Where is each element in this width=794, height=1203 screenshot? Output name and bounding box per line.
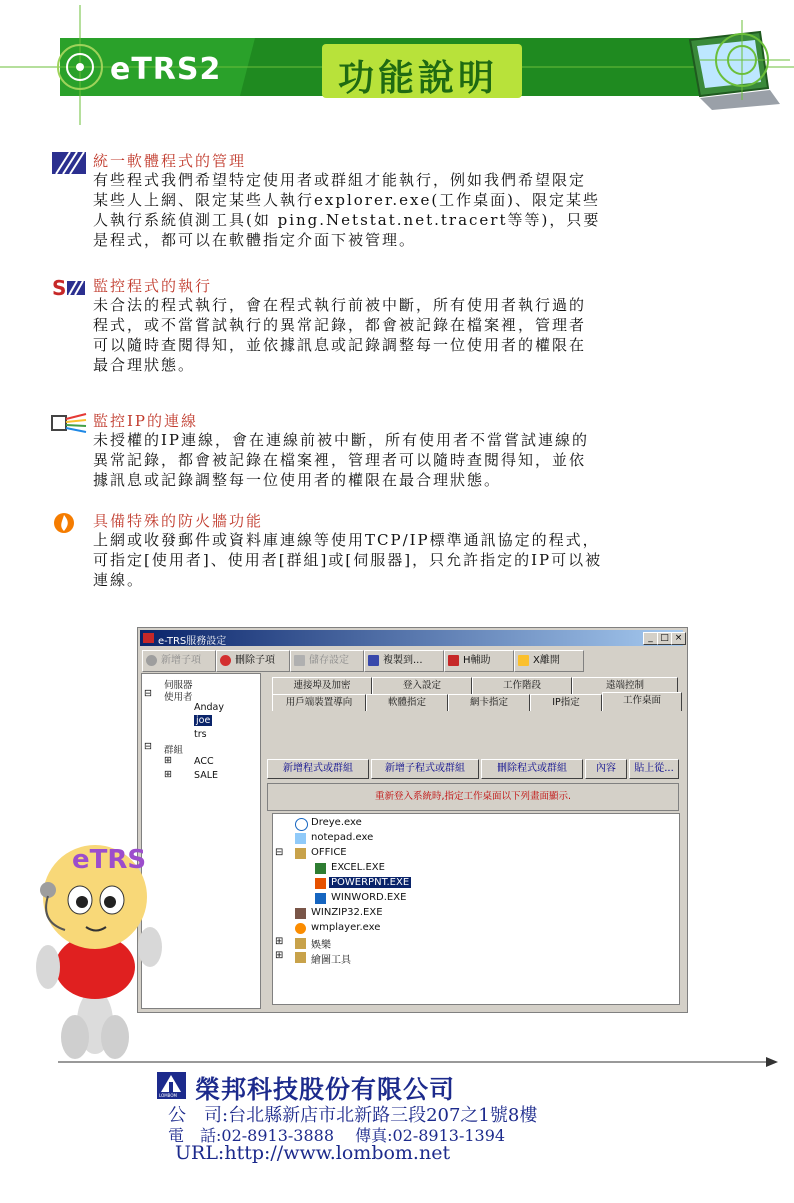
expand-icon[interactable]: ⊞ — [164, 769, 172, 780]
body-line: 程式，或不當嘗試執行的異常記錄，都會被記錄在檔案裡，管理者 — [93, 316, 587, 334]
file-item[interactable]: WINZIP32.EXE — [311, 907, 383, 918]
button-label: 新增子項 — [161, 655, 201, 666]
button-label: 複製到... — [383, 655, 423, 666]
tab-port-encryption[interactable]: 連接埠及加密 — [272, 677, 372, 694]
delete-program-button[interactable]: 刪除程式或群組 — [481, 759, 583, 779]
app-window — [137, 627, 688, 1013]
body-line: 最合理狀態。 — [93, 356, 196, 374]
body-line: 未授權的IP連線，會在連線前被中斷，所有使用者不當嘗試連線的 — [93, 431, 590, 449]
file-item[interactable]: WINWORD.EXE — [331, 892, 407, 903]
add-subprogram-button[interactable]: 新增子程式或群組 — [371, 759, 479, 779]
folder-item[interactable]: 繪圖工具 — [311, 955, 351, 966]
company-url[interactable]: URL:http://www.lombom.net — [175, 1142, 451, 1164]
excel-icon — [315, 863, 326, 874]
notepad-icon — [295, 833, 306, 844]
body-line: 上網或收發郵件或資料庫連線等使用TCP/IP標準通訊協定的程式， — [93, 531, 600, 549]
add-program-button[interactable]: 新增程式或群組 — [267, 759, 369, 779]
minimize-button[interactable]: _ — [643, 632, 658, 645]
body-line: 異常記錄，都會被記錄在檔案裡，管理者可以隨時查閱得知，並依 — [93, 451, 587, 469]
feature-section-firewall — [50, 510, 700, 590]
body-line: 人執行系統偵測工具(如 ping.Netstat.net.tracert等等)，只要 — [93, 211, 601, 229]
body-line: 某些人上網、限定某些人執行explorer.exe(工作桌面)、限定某些 — [93, 191, 601, 209]
app-icon — [143, 633, 154, 643]
monitor-program-icon — [50, 275, 88, 301]
body-line: 未合法的程式執行，會在程式執行前被中斷，所有使用者執行過的 — [93, 296, 587, 314]
button-label: 儲存設定 — [309, 655, 349, 666]
page-title: 功能說明 — [338, 58, 499, 99]
window-titlebar[interactable] — [140, 630, 683, 646]
tree-node-groups[interactable]: 群組 — [164, 745, 184, 756]
copy-icon — [368, 655, 379, 666]
file-item-selected[interactable]: POWERPNT.EXE — [331, 877, 410, 888]
copy-to-button[interactable] — [364, 650, 444, 672]
collapse-icon[interactable]: ⊟ — [275, 847, 284, 858]
maximize-button[interactable]: □ — [657, 632, 672, 645]
help-icon — [448, 655, 459, 666]
section-body — [93, 430, 693, 490]
section-title: 統一軟體程式的管理 — [93, 152, 247, 170]
expand-icon[interactable]: ⊞ — [275, 950, 284, 961]
body-line: 是程式，都可以在軟體指定介面下被管理。 — [93, 231, 417, 249]
tab-software[interactable]: 軟體指定 — [366, 694, 448, 711]
logo-text: LOMBOM — [159, 1093, 177, 1098]
file-item[interactable]: Dreye.exe — [311, 817, 362, 828]
tree-node-user-selected[interactable]: joe — [196, 715, 211, 726]
tab-ip[interactable]: IP指定 — [530, 694, 602, 711]
expand-icon[interactable]: ⊞ — [275, 936, 284, 947]
tab-login-settings[interactable]: 登入設定 — [372, 677, 472, 694]
close-button[interactable]: × — [671, 632, 686, 645]
folder-icon — [295, 938, 306, 949]
section-title: 具備特殊的防火牆功能 — [93, 512, 264, 530]
section-body — [93, 530, 693, 590]
exit-button[interactable] — [514, 650, 584, 672]
plus-icon — [146, 655, 157, 666]
network-cable-icon — [50, 410, 88, 436]
mascot-label: eTRS — [72, 845, 147, 875]
collapse-icon[interactable]: ⊟ — [144, 741, 152, 752]
tree-node-group[interactable]: ACC — [194, 756, 214, 767]
add-child-button[interactable] — [142, 650, 216, 672]
body-line: 連線。 — [93, 571, 145, 589]
tree-node-users[interactable]: 使用者 — [164, 692, 193, 703]
media-player-icon — [295, 923, 306, 934]
tab-client-device[interactable]: 用戶端裝置導向 — [272, 694, 366, 711]
header-banner — [0, 0, 794, 130]
company-address: 公 司:台北縣新店市北新路三段207之1號8樓 — [168, 1105, 538, 1126]
tab-session[interactable]: 工作階段 — [472, 677, 572, 694]
delete-child-button[interactable] — [216, 650, 290, 672]
program-tree — [272, 813, 680, 1005]
company-logo — [157, 1072, 186, 1099]
properties-button[interactable]: 內容 — [585, 759, 627, 779]
section-title: 監控程式的執行 — [93, 277, 213, 295]
help-button[interactable] — [444, 650, 514, 672]
save-icon — [294, 655, 305, 666]
firewall-flame-icon — [50, 510, 88, 536]
desktop-notice: 重新登入系統時,指定工作桌面以下列畫面顯示. — [267, 783, 679, 811]
expand-icon[interactable]: ⊞ — [164, 755, 172, 766]
logo-mark-icon — [157, 1072, 186, 1094]
settings-panel — [264, 673, 683, 1007]
button-label: X離開 — [533, 655, 560, 666]
powerpoint-icon — [315, 878, 326, 889]
tree-node-server[interactable]: 伺服器 — [164, 680, 193, 691]
body-line: 可以隨時查閱得知，並依據訊息或記錄調整每一位使用者的權限在 — [93, 336, 587, 354]
tree-node-user[interactable]: Anday — [194, 702, 224, 713]
company-name: 榮邦科技股份有限公司 — [195, 1075, 456, 1104]
feature-section-program — [50, 275, 700, 375]
folder-item[interactable]: 娛樂 — [311, 940, 331, 951]
brand-name: eTRS2 — [110, 52, 222, 87]
tree-node-user[interactable]: trs — [194, 729, 207, 740]
section-body — [93, 295, 693, 375]
body-line: 可指定[使用者]、使用者[群組]或[伺服器]，只允許指定的IP可以被 — [93, 551, 603, 569]
paste-from-button[interactable]: 貼上從... — [629, 759, 679, 779]
body-line: 據訊息或記錄調整每一位使用者的權限在最合理狀態。 — [93, 471, 502, 489]
tab-network-card[interactable]: 網卡指定 — [448, 694, 530, 711]
window-title: e-TRS服務設定 — [158, 636, 227, 647]
body-line: 有些程式我們希望特定使用者或群組才能執行，例如我們希望限定 — [93, 171, 587, 189]
file-item[interactable]: notepad.exe — [311, 832, 374, 843]
file-item[interactable]: wmplayer.exe — [311, 922, 381, 933]
svg-text:S: S — [52, 276, 67, 300]
section-body — [93, 170, 693, 250]
button-label: 刪除子項 — [235, 655, 275, 666]
collapse-icon[interactable]: ⊟ — [144, 688, 152, 699]
feature-section-ip — [50, 410, 700, 490]
feature-section-software — [50, 150, 700, 250]
exit-icon — [518, 655, 529, 666]
mascot-illustration — [20, 832, 180, 1062]
winzip-icon — [295, 908, 306, 919]
folder-icon — [295, 848, 306, 859]
software-stripes-icon — [50, 150, 88, 176]
tree-node-group[interactable]: SALE — [194, 770, 219, 781]
minus-icon — [220, 655, 231, 666]
file-item[interactable]: EXCEL.EXE — [331, 862, 385, 873]
button-label: H輔助 — [463, 655, 491, 666]
tab-work-desktop[interactable]: 工作桌面 — [602, 692, 682, 711]
section-title: 監控IP的連線 — [93, 412, 199, 430]
company-phone: 電 話:02-8913-3888 傳真:02-8913-1394 — [168, 1126, 506, 1145]
word-icon — [315, 893, 326, 904]
folder-icon — [295, 952, 306, 963]
folder-item[interactable]: OFFICE — [311, 847, 347, 858]
save-settings-button[interactable] — [290, 650, 364, 672]
footer-arrow — [50, 1055, 780, 1069]
tab-remote-control[interactable]: 遠端控制 — [572, 677, 678, 694]
dreye-icon — [295, 818, 308, 831]
